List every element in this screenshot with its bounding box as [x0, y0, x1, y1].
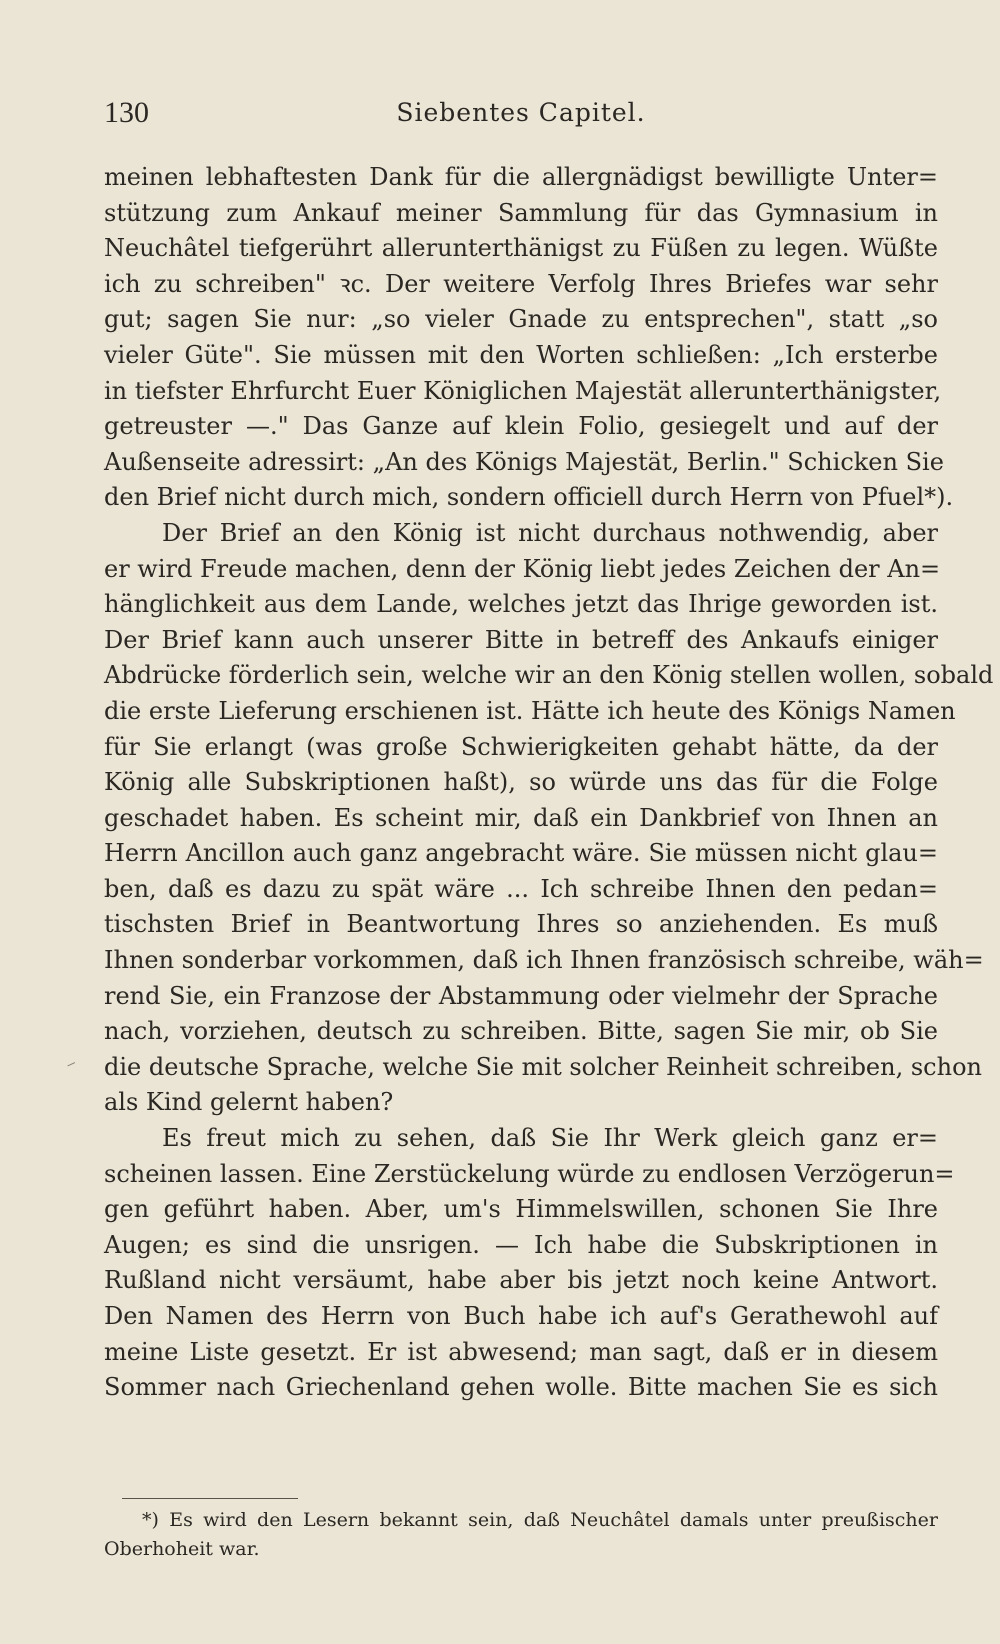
text-line: rend Sie, ein Franzose der Abstammung oder vielmehr der Sprache — [104, 981, 938, 1010]
page-header — [104, 96, 938, 136]
text-line: Neuchâtel tiefgerührt allerunterthänigst zu Füßen zu legen. Wüßte — [104, 234, 938, 263]
text-line: getreuster —." Das Ganze auf klein Folio, gesiegelt und auf der — [104, 412, 938, 441]
text-line: gut; sagen Sie nur: „so vieler Gnade zu entsprechen", statt „so — [104, 305, 938, 334]
margin-mark — [65, 1057, 75, 1067]
text-line: als Kind gelernt haben? — [104, 1088, 394, 1117]
text-line: ben, daß es dazu zu spät wäre ... Ich schreibe Ihnen den pedan= — [104, 874, 938, 903]
text-line: Der Brief an den König ist nicht durchaus nothwendig, aber — [162, 518, 938, 547]
text-line: König alle Subskriptionen haßt), so würde uns das für die Folge — [104, 768, 938, 797]
text-line: in tiefster Ehrfurcht Euer Königlichen Majestät allerunterthänigster, — [104, 376, 942, 405]
text-line: Augen; es sind die unsrigen. — Ich habe die Subskriptionen in — [104, 1230, 938, 1259]
text-line: Rußland nicht versäumt, habe aber bis jetzt noch keine Antwort. — [104, 1266, 938, 1295]
text-line: Ihnen sonderbar vorkommen, daß ich Ihnen französisch schreibe, wäh= — [104, 946, 984, 975]
text-line: tischsten Brief in Beantwortung Ihres so anziehenden. Es muß — [104, 910, 938, 939]
body-text — [104, 160, 994, 1406]
text-line: meinen lebhaftesten Dank für die allergnädigst bewilligte Unter= — [104, 163, 938, 191]
footnote-line: *) Es wird den Lesern bekannt sein, daß Neuchâtel damals unter preußischer — [142, 1509, 938, 1531]
footnote-line: Oberhoheit war. — [104, 1538, 260, 1560]
text-line: er wird Freude machen, denn der König liebt jedes Zeichen der An= — [104, 554, 941, 583]
text-line: hänglichkeit aus dem Lande, welches jetzt das Ihrige geworden ist. — [104, 590, 938, 619]
text-line: meine Liste gesetzt. Er ist abwesend; man sagt, daß er in diesem — [104, 1337, 938, 1366]
text-line: den Brief nicht durch mich, sondern officiell durch Herrn von Pfuel*). — [104, 483, 954, 512]
text-line: vieler Güte". Sie müssen mit den Worten schließen: „Ich ersterbe — [104, 340, 938, 369]
text-line: Außenseite adressirt: „An des Königs Majestät, Berlin." Schicken Sie — [104, 447, 944, 476]
text-line: die erste Lieferung erschienen ist. Hätte ich heute des Königs Namen — [104, 696, 956, 725]
text-line: scheinen lassen. Eine Zerstückelung würde zu endlosen Verzögerun= — [104, 1159, 955, 1188]
text-line: Es freut mich zu sehen, daß Sie Ihr Werk gleich ganz er= — [162, 1124, 938, 1153]
text-line: geschadet haben. Es scheint mir, daß ein Dankbrief von Ihnen an — [104, 803, 938, 832]
text-line: Sommer nach Griechenland gehen wolle. Bitte machen Sie es sich — [104, 1373, 938, 1402]
text-line: die deutsche Sprache, welche Sie mit solcher Reinheit schreiben, schon — [104, 1052, 982, 1081]
text-line: Den Namen des Herrn von Buch habe ich auf's Gerathewohl auf — [104, 1302, 938, 1330]
text-line: Abdrücke förderlich sein, welche wir an den König stellen wollen, sobald — [104, 661, 994, 690]
footnotes — [104, 1506, 938, 1564]
page-number: 130 — [104, 96, 149, 129]
running-title: Siebentes Capitel. — [396, 98, 646, 127]
footnote-divider — [122, 1498, 298, 1499]
text-line: Der Brief kann auch unserer Bitte in betreff des Ankaufs einiger — [104, 625, 938, 654]
text-line: stützung zum Ankauf meiner Sammlung für das Gymnasium in — [104, 198, 938, 227]
text-line: ich zu schreiben" ꝛc. Der weitere Verfolg Ihres Briefes war sehr — [104, 269, 938, 298]
text-line: für Sie erlangt (was große Schwierigkeiten gehabt hätte, da der — [104, 732, 938, 761]
text-line: nach, vorziehen, deutsch zu schreiben. Bitte, sagen Sie mir, ob Sie — [104, 1017, 938, 1046]
text-line: gen geführt haben. Aber, um's Himmelswillen, schonen Sie Ihre — [104, 1195, 938, 1224]
text-line: Herrn Ancillon auch ganz angebracht wäre. Sie müssen nicht glau= — [104, 839, 938, 868]
